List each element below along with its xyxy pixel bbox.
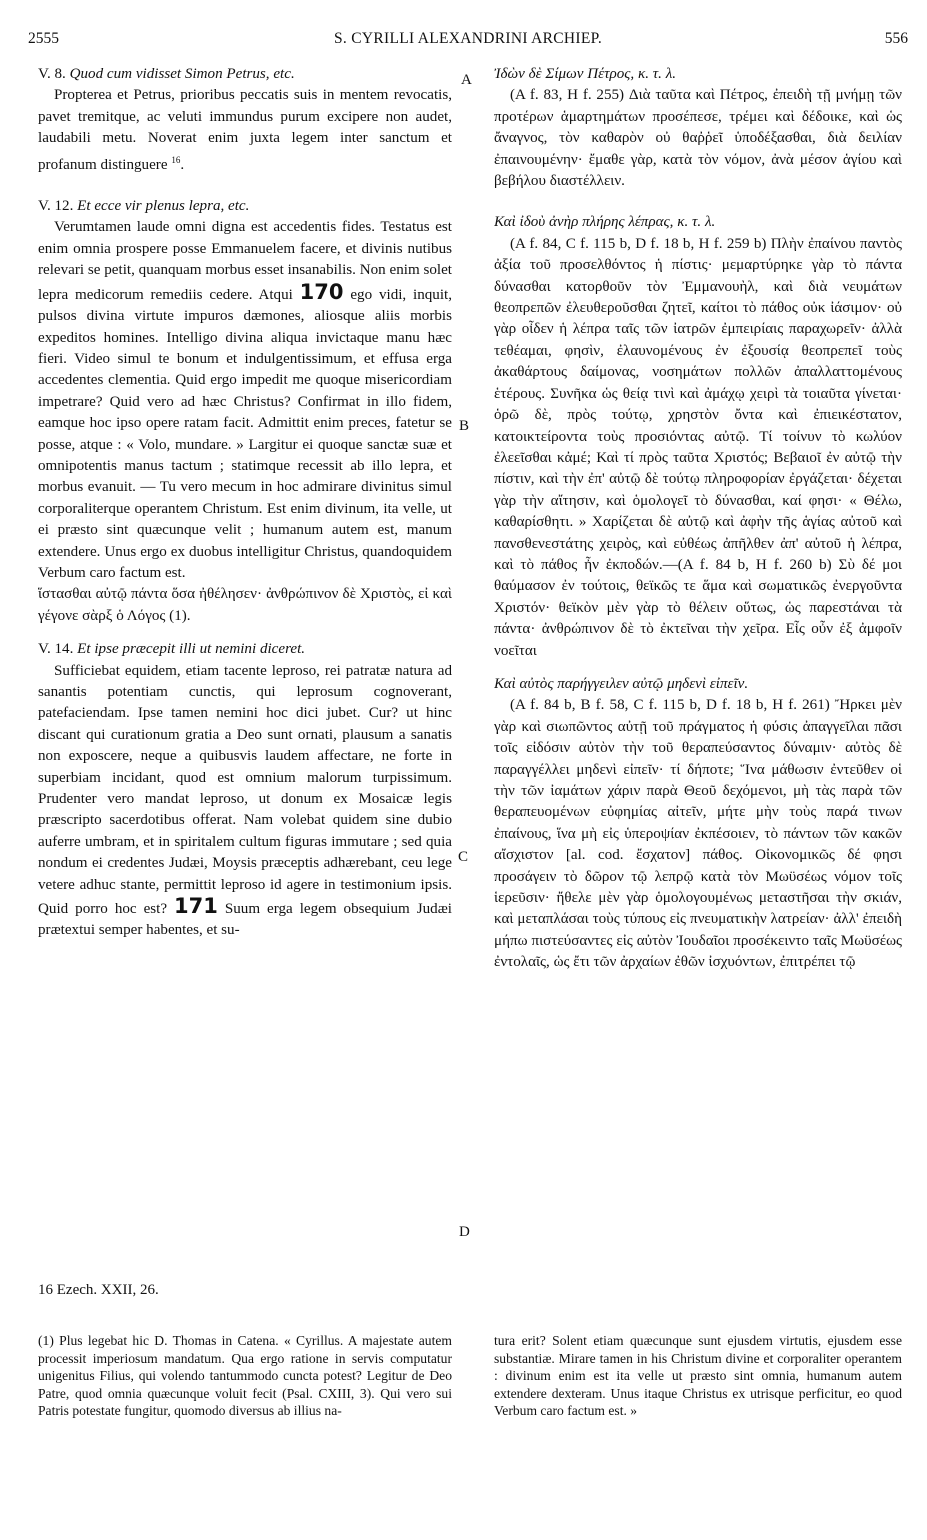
verse-ref: V. 14. [38, 641, 74, 658]
greek-column [494, 64, 902, 974]
latin-text-end: . [180, 156, 185, 173]
margin-letter-c: C [458, 849, 469, 865]
latin-text: Verumtamen laude omni digna est accedentis fides. Testatus est enim omnia prospere posse Emmanuelem facere, et divinis nutibus relevari se petit, quanquam morbus esset insanabilis. Non enim solet lepra medicorum remediis cedere. Atqui [38, 219, 452, 303]
margin-letter-d: D [459, 1224, 470, 1240]
footnote-16: 16 Ezech. XXII, 26. [38, 1282, 159, 1298]
latin-column [38, 64, 452, 942]
margin-letter-a: A [461, 72, 472, 88]
latin-section-title [38, 639, 452, 660]
latin-paragraph [38, 661, 452, 942]
page-number-right: 556 [884, 30, 908, 47]
footnote-ref-16: 16 [171, 154, 181, 165]
latin-text: ego vidi, inquit, pulsos divina virtute impuros dæmones, aliosque aliis morbis expeditos homines. Intelligo divina aliqua invictaque manu hæc fieri. Video simul te bonum et indulgentissimum, et effusa erga accedentes clementia. Quid ergo impedit me quoque misericordiam impetrare? Quid vero ad hæc Christus? Confirmat in illo fidem, eamque hoc ipso opere ratam facit. Admittit enim preces, fatetur se posse, atque : « Volo, mundare. » Largitur ei quoque sanctæ suæ et omnipotentis manus tactum ; statimque recessit ab illo lepra, et morbus evanuit. — Tu vero mecum in hoc admirare divinitus simul corporaliterque operantem Christum. Est enim divinum, ita velle, ut ei præsto sint quæcunque velit ; humanum autem est, manum extendere. Unus ergo ex duobus intelligitur Christus, quandoquidem Verbum caro factum est. [38, 286, 453, 581]
running-title: S. CYRILLI ALEXANDRINI ARCHIEP. [333, 30, 603, 47]
page-number-left: 2555 [28, 30, 59, 47]
greek-overflow-text: ἵστασθαι αὐτῷ πάντα ὅσα ἠθέλησεν· ἀνθρώπινον δὲ Χριστὸς, εἰ καὶ γέγονε σὰρξ ὁ Λόγος (1). [38, 586, 452, 624]
greek-paragraph: (A f. 83, H f. 255) Διὰ ταῦτα καὶ Πέτρος, ἐπειδὴ τῇ μνήμῃ τῶν προτέρων ἁμαρτημάτων προσέπεσε, τρέμει καὶ δέδοικε, καὶ ὡς ἄναγνος, τὸν καθαρὸν οὐ θαῤῥεῖ ὑποδέξασθαι, διὰ δειλίαν ἐπαινουμένην· ἔμαθε γὰρ, κατὰ τὸν νόμον, ἀνὰ μέσον ἁγίου καὶ βεβήλου διαστέλλειν. [494, 87, 902, 190]
latin-paragraph [38, 85, 452, 176]
column-number-171: 171 [174, 894, 218, 919]
page-header [28, 30, 908, 54]
footnote-1-right: tura erit? Solent etiam quæcunque sunt ejusdem virtutis, ejusdem esse substantiæ. Mirare tamen in his Christum divine et corporaliter operantem : divinum enim est ita velle ut præsto sint omnia, humanum autem extendere dexteram. Unus itaque Christus ex utrisque perficitur, eo quod Verbum caro factum est. » [494, 1333, 902, 1419]
column-number-170: 170 [299, 279, 344, 304]
latin-section-title [38, 196, 452, 217]
verse-lemma: Quod cum vidisset Simon Petrus, etc. [69, 66, 295, 82]
verse-ref: V. 8. [38, 66, 66, 82]
verse-ref: V. 12. [38, 198, 74, 215]
latin-text: Sufficiebat equidem, etiam tacente leproso, rei patratæ natura ad sanantis potentiam cunctis, qui leprosum cognoverant, patefaciendam. Ipse tamen nemini hoc dici jubet. Cur? ut hinc discant qui curationum gratia a Deo sunt ornati, plausum a sanatis non exposcere, neque a quibusvis laudem affectare, ne forte in superbiam incidant, quod est omnium malorum turpissimum. Prudenter vero mandat leproso, ut donum ex Mosaicæ legis præscripto sacerdotibus offerat. Nam volebat quidem sine dubio auferre umbram, et in spiritalem cultum figuras immutare ; sed quia nondum ei credentes Judæi, Moysis præceptis adhærebant, ceu lege vetere adhuc stante, permittit leproso id agere in testimonium ipsis. Quid porro hoc est? [38, 662, 452, 918]
latin-text: Suum erga legem obsequium Judæi prætextui semper habentes, et su- [38, 901, 452, 939]
margin-letter-b: B [459, 418, 470, 434]
verse-lemma: Et ecce vir plenus lepra, etc. [77, 198, 250, 215]
greek-section-title: Καὶ ἰδοὺ ἀνὴρ πλήρης λέπρας, κ. τ. λ. [494, 214, 716, 231]
greek-section-title: Ἰδὼν δὲ Σίμων Πέτρος, κ. τ. λ. [494, 66, 677, 82]
latin-paragraph [38, 217, 452, 584]
greek-paragraph: (A f. 84 b, B f. 58, C f. 115 b, D f. 18 b, H f. 261) Ἤρκει μὲν γὰρ καὶ σιωπῶντος αὐτῇ τοῦ πράγματος ἡ φύσις ἀπαγγεῖλαι πᾶσι τοῖς εἰδόσιν αὐτὸν τὴν τοῦ θεραπεύσαντος δύναμιν· αὐτὸς δὲ παραγγέλλει μηδενὶ εἰπεῖν· τί δήποτε; Ἵνα μάθωσιν ἐντεῦθεν οἱ τὴν τῶν ἰαμάτων χάριν παρὰ Θεοῦ δεχόμενοι, μὴ τὰς παρὰ τῶν θεραπευομένων εὐφημίας αἰτεῖν, μήτε μὴν τοὺς παρά τινων ἐπαίνους, ἵνα μὴ εἰς ὑπεροψίαν ἐκπέσοιεν, τὸ πάντων τῶν κακῶν αἴσχιστον [al. cod. ἔσχατον] πάθος. Οἰκονομικῶς δέ φησι προσάγειν τὸ δῶρον τῷ λεπρῷ κατὰ τὸν Μωϋσέως νόμον τοῖς ἱερεῦσιν· ἤθελε μὲν γὰρ ὁμολογουμένως μεταστῆσαι τὴν σκιάν, καὶ μεταπλάσαι τοὺς τύπους εἰς πνευματικὴν λατρείαν· ἀλλ' ἐπειδὴ μήπω πιστεύσαντες εἰς αὐτὸν Ἰουδαῖοι προσέκειντο ταῖς Μωϋσέως ἐντολαῖς, ὡς ἔτι τῶν ἀρχαίων ἐθῶν ἰσχυόντων, ἐπιτρέπει τῷ [494, 697, 902, 971]
latin-text: Propterea et Petrus, prioribus peccatis suis in mentem revocatis, pavet tremitque, ac veluti immundus purum excipere non audet, laudabili metu. Noverat enim juxta legem inter sanctum et profanum distinguere [38, 87, 452, 173]
latin-section-title [38, 64, 452, 85]
greek-paragraph: (A f. 84, C f. 115 b, D f. 18 b, H f. 259 b) Πλὴν ἐπαίνου παντὸς ἀξία τοῦ προσελθόντος ἡ πίστις· μεμαρτύρηκε γὰρ τὸ πάντα δύνασθαι κατορθοῦν τὸν Ἐμμανουὴλ, καὶ διὰ νευμάτων θεοπρεπῶν ἐλευθεροῦσθαι ζητεῖ, καίτοι τὸ πάθος οὐκ ἰάσιμον· οὐ γὰρ οἶδεν ἡ λέπρα ταῖς τῶν ἰατρῶν ἐμπειρίαις παραχωρεῖν· ἀλλὰ τεθέαμαι, φησὶν, ἐλαυνομένους ἐν ἐξουσίᾳ θεοπρεπεῖ τοὺς ἀκαθάρτους δαίμονας, νοσημάτων πολλῶν ἀπαλλαττομένους ἑτέρους. Συνῆκα ὡς θείᾳ τινὶ καὶ ἀμάχῳ χειρὶ τὰ τοιαῦτα γίνεται· ὁρῶ δὲ, πρὸς τούτῳ, χρηστὸν ὄντα καὶ ἐπιεικέστατον, κατοικτείροντα τοὺς προσιόντας αὐτῷ. Τί τοίνυν τὸ κωλύον ἐλεεῖσθαι κἀμέ; Καὶ τί πρὸς ταῦτα Χριστός; Βεβαιοῖ ἐν αὐτῷ τὴν πίστιν, καὶ τὴν ἐπ' αὐτῷ δὲ τούτῳ πληροφορίαν ἐργάζεται· δέχεται γὰρ τὴν αἴτησιν, καὶ ὁμολογεῖ τὸ δύνασθαι, καί φησι· « Θέλω, καθαρίσθητι. » Χαρίζεται δὲ αὐτῷ καὶ ἀφὴν τῆς ἁγίας αὐτοῦ καὶ πανσθενεστάτης χειρὸς, καὶ εὐθέως ἀπῆλθεν ἀπ' αὐτοῦ ἡ λέπρα, καὶ τὸ πάθος ἦν ἐκποδών.—(A f. 84 b, H f. 260 b) Σὺ δέ μοι θαύμασον ἐν τούτοις, θεϊκῶς τε ἅμα καὶ σωματικῶς ἐνεργοῦντα Χριστόν· θεϊκὸν μὲν γὰρ τὸ θέλειν οὕτως, ὡς παρεστάναι τὰ πάντα· ἀνθρώπινον δὲ τὸ ἐκτεῖναι τὴν χεῖρα. Εἷς οὖν ἐξ ἀμφοῖν νοεῖται [494, 235, 902, 659]
footnote-1-left: (1) Plus legebat hic D. Thomas in Catena. « Cyrillus. A majestate autem processit imperiosum mandatum. Qua ergo ratione in servis computatur unigenitus Filius, qui volendo tantummodo cuncta potest? Legitur de Deo Patre, quod omnia quæcunque voluit fecit (Psal. CXIII, 3). Qui vero sui Patris potestate fungitur, quomodo diversus ab illius na- [38, 1333, 452, 1419]
verse-lemma: Et ipse præcepit illi ut nemini diceret. [77, 641, 306, 658]
greek-section-title: Καὶ αὐτὸς παρήγγειλεν αὐτῷ μηδενὶ εἰπεῖν. [494, 675, 749, 692]
